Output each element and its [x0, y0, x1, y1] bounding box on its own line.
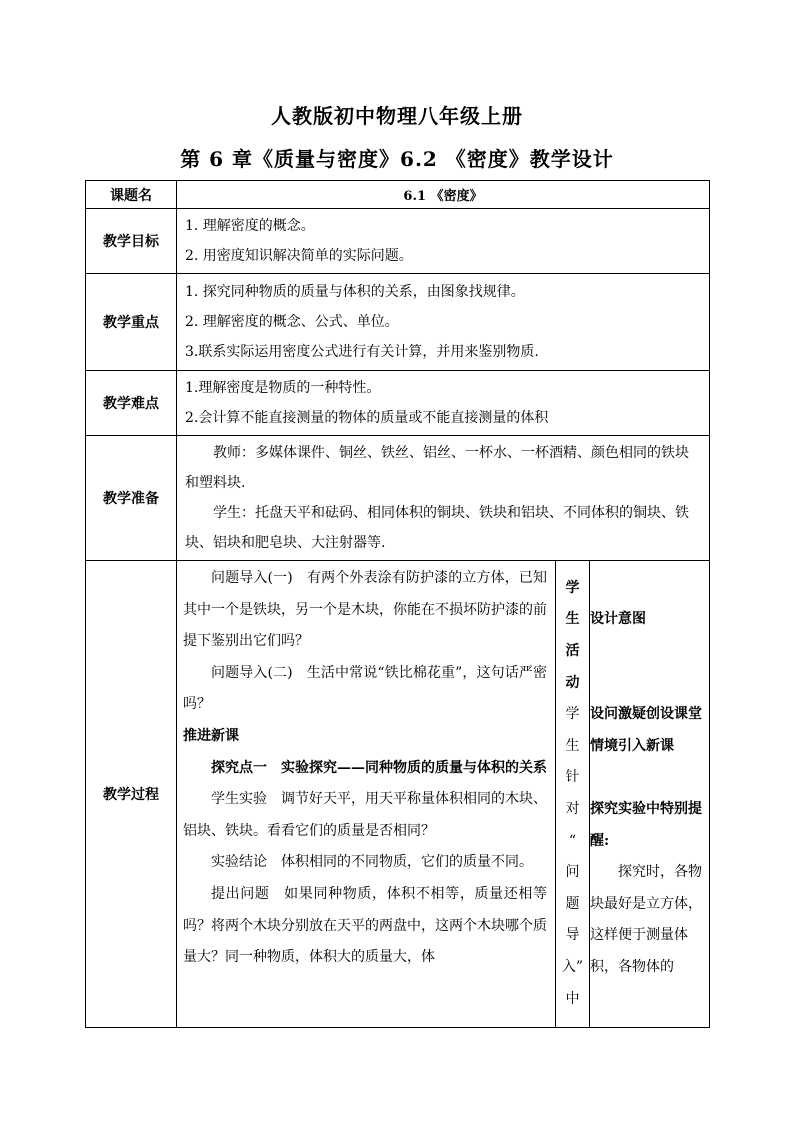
student-activity-char: 对 [565, 801, 580, 817]
student-activity-char: 题 [565, 895, 580, 912]
lesson-plan-table [85, 180, 710, 1028]
design-tip-title: 探究实验中特别提醒: [590, 801, 702, 849]
process-row [86, 561, 710, 1028]
student-activity-char: 动 [565, 674, 580, 691]
student-activity-cell [556, 561, 590, 1028]
process-question: 提出问题 如果同种物质，体积不相等，质量还相等吗？将两个木块分别放在天平的两盘中，这两个木块哪个质量大？同一种物质，体积大的质量大，体 [183, 885, 547, 966]
focus-item: 3.联系实际运用密度公式进行有关计算，并用来鉴别物质. [185, 344, 539, 360]
student-activity-char: 生 [565, 611, 580, 628]
student-activity-char: 问 [565, 864, 580, 881]
prep-student: 学生：托盘天平和砝码、相同体积的铜块、铁块和铝块、不同体积的铜块、铁块、铝块和肥皂块、大注射器等. [185, 505, 689, 551]
difficulty-row [86, 371, 710, 436]
focus-item: 1. 探究同种物质的质量与体积的关系，由图象找规律。 [185, 284, 525, 300]
document-subtitle: 第 6 章《质量与密度》6.2 《密度》教学设计 [180, 147, 614, 171]
focus-cell [177, 274, 710, 371]
process-intro-1: 问题导入(一) 有两个外表涂有防护漆的立方体，已知其中一个是铁块，另一个是木块，你能在不损坏防护漆的前提下鉴别出它们吗？ [183, 570, 547, 650]
design-intent-header: 设计意图 [590, 611, 646, 628]
process-explore-point: 探究点一 实验探究——同种物质的质量与体积的关系 [211, 759, 547, 776]
difficulty-label: 教学难点 [86, 371, 177, 436]
design-intent-cell [590, 561, 710, 1028]
process-experiment: 学生实验 调节好天平，用天平称量体积相同的木块、铝块、铁块。看看它们的质量是否相同？ [183, 791, 547, 839]
goals-cell [177, 209, 710, 274]
topic-row [86, 181, 710, 209]
design-intent-1: 设问激疑创设课堂情境引入新课 [590, 706, 702, 754]
process-intro-2: 问题导入(二) 生活中常说“铁比棉花重”，这句话严密吗？ [183, 664, 547, 713]
goals-label: 教学目标 [86, 209, 177, 274]
goal-item: 2. 用密度知识解决简单的实际问题。 [185, 248, 413, 264]
process-label: 教学过程 [86, 561, 177, 1028]
student-activity-char: “ [568, 832, 577, 849]
student-activity-char: 学 [565, 579, 580, 596]
student-activity-char: 生 [565, 737, 580, 754]
focus-row [86, 274, 710, 371]
topic-label: 课题名 [86, 181, 177, 209]
topic-value: 6.1 《密度》 [177, 181, 710, 209]
student-activity-char: 针 [565, 769, 580, 786]
student-activity-char: 活 [565, 643, 580, 660]
focus-label: 教学重点 [86, 274, 177, 371]
difficulty-item: 2.会计算不能直接测量的物体的质量或不能直接测量的体积 [185, 410, 549, 426]
document-title: 人教版初中物理八年级上册 [271, 104, 523, 128]
prep-teacher: 教师：多媒体课件、铜丝、铁丝、铝丝、一杯水、一杯酒精、颜色相同的铁块和塑料块. [185, 445, 689, 491]
student-activity-char: 导 [565, 927, 580, 944]
goals-row [86, 209, 710, 274]
difficulty-item: 1.理解密度是物质的一种特性。 [185, 380, 381, 396]
process-cell [177, 561, 556, 1028]
design-tip-body: 探究时，各物块最好是立方体，这样便于测量体积，各物体的 [590, 864, 702, 975]
difficulty-cell [177, 371, 710, 436]
prep-label: 教学准备 [86, 436, 177, 561]
prep-row [86, 436, 710, 561]
process-conclusion: 实验结论 体积相同的不同物质，它们的质量不同。 [211, 854, 533, 871]
student-activity-char: 学 [565, 706, 580, 723]
prep-cell [177, 436, 710, 561]
focus-item: 2. 理解密度的概念、公式、单位。 [185, 314, 399, 330]
process-new-lesson: 推进新课 [183, 727, 239, 744]
goal-item: 1. 理解密度的概念。 [185, 218, 315, 234]
student-activity-char: 入” [561, 958, 584, 975]
student-activity-char: 中 [565, 990, 580, 1007]
